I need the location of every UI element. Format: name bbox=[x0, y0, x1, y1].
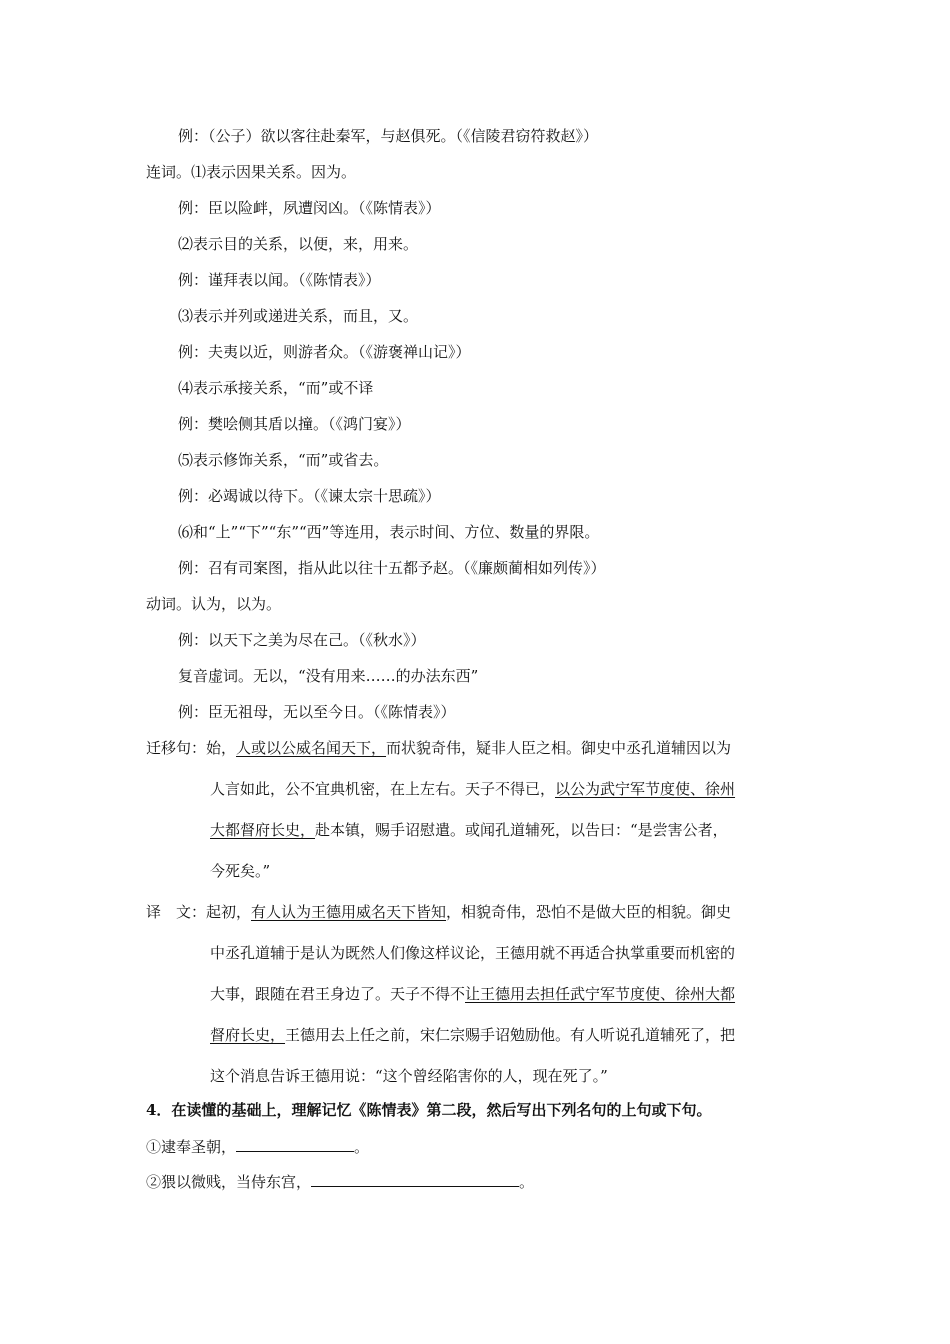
underlined-phrase: 有人认为王德用威名天下皆知 bbox=[251, 903, 447, 921]
usage-line: ⑹和“上”“下”“东”“西”等连用，表示时间、方位、数量的界限。 bbox=[178, 523, 600, 541]
usage-line: ⑵表示目的关系，以便，来，用来。 bbox=[178, 235, 419, 253]
usage-line: ⑷表示承接关系，“而”或不译 bbox=[178, 379, 374, 397]
answer-blank[interactable] bbox=[236, 1137, 354, 1152]
example-line: 例：夫夷以近，则游者众。（《游褒禅山记》） bbox=[178, 343, 471, 361]
passage-line: 大都督府长史，赴本镇，赐手诏慰遣。或闻孔道辅死，以告曰：“是尝害公者， bbox=[210, 821, 728, 839]
example-line: 例：谨拜表以闻。（《陈情表》） bbox=[178, 271, 381, 289]
fill-blank-item: ②猥以微贱，当侍东宫， 。 bbox=[146, 1173, 535, 1191]
translation-line: 大事，跟随在君王身边了。天子不得不让王德用去担任武宁军节度使、徐州大都 bbox=[210, 985, 736, 1003]
example-line: 例：以天下之美为尽在己。（《秋水》） bbox=[178, 631, 426, 649]
example-line: 例：必竭诚以待下。（《谏太宗十思疏》） bbox=[178, 487, 441, 505]
fill-blank-item: ①逮奉圣朝， 。 bbox=[146, 1138, 370, 1156]
passage-line: 今死矣。” bbox=[210, 862, 271, 880]
verb-heading: 动词。认为，以为。 bbox=[146, 595, 282, 613]
conjunction-heading: 连词。⑴表示因果关系。因为。 bbox=[146, 163, 357, 181]
example-line: 例：召有司案图，指从此以往十五都予赵。（《廉颇蔺相如列传》） bbox=[178, 559, 606, 577]
underlined-phrase: 让王德用去担任武宁军节度使、徐州大都 bbox=[465, 985, 736, 1003]
example-line: 例：樊哙侧其盾以撞。（《鸿门宴》） bbox=[178, 415, 411, 433]
usage-line: 复音虚词。无以，“没有用来……的办法东西” bbox=[178, 667, 479, 685]
question-title: 4．在读懂的基础上，理解记忆《陈情表》第二段，然后写出下列名句的上句或下句。 bbox=[146, 1101, 712, 1119]
underlined-phrase: 人或以公威名闻天下， bbox=[236, 739, 387, 757]
usage-line: ⑶表示并列或递进关系，而且，又。 bbox=[178, 307, 419, 325]
example-line: 例：臣无祖母，无以至今日。（《陈情表》） bbox=[178, 703, 456, 721]
translation-line: 中丞孔道辅于是认为既然人们像这样议论，王德用就不再适合执掌重要而机密的 bbox=[210, 944, 736, 962]
underlined-phrase: 大都督府长史， bbox=[210, 821, 316, 839]
translation-line: 译 文：起初，有人认为王德用威名天下皆知，相貌奇伟，恐怕不是做大臣的相貌。御史 bbox=[146, 903, 732, 921]
passage-line: 人言如此，公不宜典机密，在上左右。天子不得已，以公为武宁军节度使、徐州 bbox=[210, 780, 736, 798]
underlined-phrase: 督府长史， bbox=[210, 1026, 286, 1044]
usage-line: ⑸表示修饰关系，“而”或省去。 bbox=[178, 451, 389, 469]
translation-line: 这个消息告诉王德用说：“这个曾经陷害你的人，现在死了。” bbox=[210, 1067, 608, 1085]
answer-blank[interactable] bbox=[311, 1172, 519, 1187]
underlined-phrase: 以公为武宁军节度使、徐州 bbox=[555, 780, 736, 798]
passage-line: 迁移句：始，人或以公威名闻天下，而状貌奇伟，疑非人臣之相。御史中丞孔道辅因以为 bbox=[146, 739, 732, 757]
example-line: 例：（公子）欲以客往赴秦军，与赵俱死。（《信陵君窃符救赵》） bbox=[178, 127, 599, 145]
translation-line: 督府长史，王德用去上任之前，宋仁宗赐手诏勉励他。有人听说孔道辅死了，把 bbox=[210, 1026, 736, 1044]
example-line: 例：臣以险衅，夙遭闵凶。（《陈情表》） bbox=[178, 199, 441, 217]
